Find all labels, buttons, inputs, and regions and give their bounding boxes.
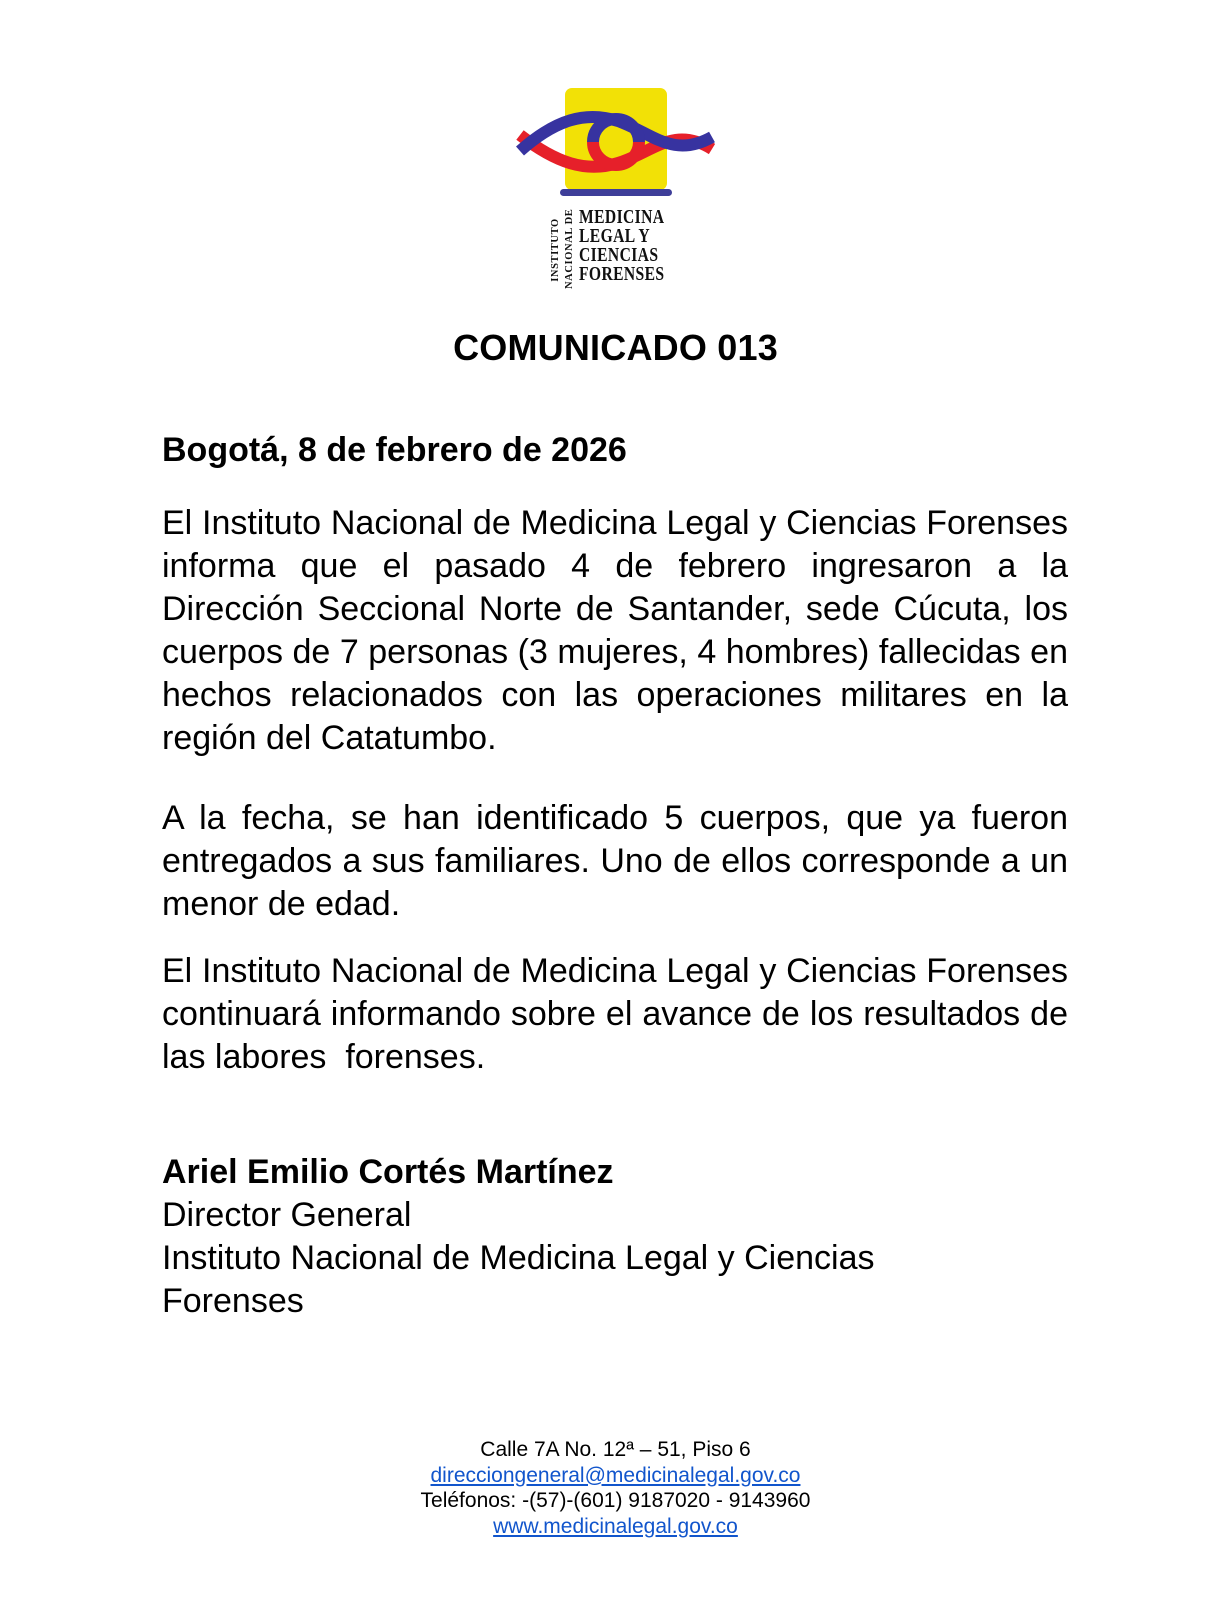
logo-caption-line-4: FORENSES — [578, 263, 665, 285]
signature-name: Ariel Emilio Cortés Martínez — [162, 1153, 614, 1191]
footer-email-link[interactable]: direcciongeneral@medicinalegal.gov.co — [430, 1463, 801, 1487]
body-paragraph-3: El Instituto Nacional de Medicina Legal y Ciencias Forenses continuará informando sobre el avance de los resultados de las labores forenses. — [162, 952, 1087, 1076]
signature-role: Director General — [162, 1196, 412, 1234]
logo-caption-line-3: CIENCIAS — [578, 244, 659, 266]
body-paragraph-2: A la fecha, se han identificado 5 cuerpos, que ya fueron entregados a sus familiares. Uno de ellos corresponde a un menor de edad. — [162, 799, 1078, 923]
signature-org-line-1: Instituto Nacional de Medicina Legal y Ciencias — [162, 1239, 875, 1277]
logo-caption-line-2: LEGAL Y — [578, 225, 650, 247]
date-line: Bogotá, 8 de febrero de 2026 — [162, 431, 627, 469]
footer — [0, 1437, 1231, 1539]
signature-block — [162, 1151, 1068, 1323]
signature-org-line-2: Forenses — [162, 1282, 304, 1320]
logo-caption — [543, 208, 689, 289]
logo-vertical-line-2: NACIONAL DE — [563, 208, 575, 289]
institute-logo-icon — [516, 85, 716, 207]
institute-logo — [0, 85, 1231, 289]
logo-caption-lines — [579, 208, 664, 284]
page-title: COMUNICADO 013 — [453, 327, 778, 368]
logo-caption-line-1: MEDICINA — [578, 206, 665, 228]
logo-vertical-line-1: INSTITUTO — [549, 218, 561, 282]
logo-base-bar — [560, 189, 672, 196]
footer-address: Calle 7A No. 12ª – 51, Piso 6 — [480, 1438, 751, 1461]
footer-phones: Teléfonos: -(57)-(601) 9187020 - 9143960 — [420, 1489, 811, 1512]
logo-vertical-text — [543, 208, 579, 289]
body-paragraph-1: El Instituto Nacional de Medicina Legal y Ciencias Forenses informa que el pasado 4 de febrero ingresaron a la Dirección Seccional Norte de Santander, sede Cúcuta, los cuerpos de 7 personas (3 mujeres, 4 hombres) fallecidas en hechos relacionados con las operaciones militares en la región del Catatumbo. — [162, 504, 1078, 757]
footer-website-link[interactable]: www.medicinalegal.gov.co — [493, 1514, 738, 1538]
